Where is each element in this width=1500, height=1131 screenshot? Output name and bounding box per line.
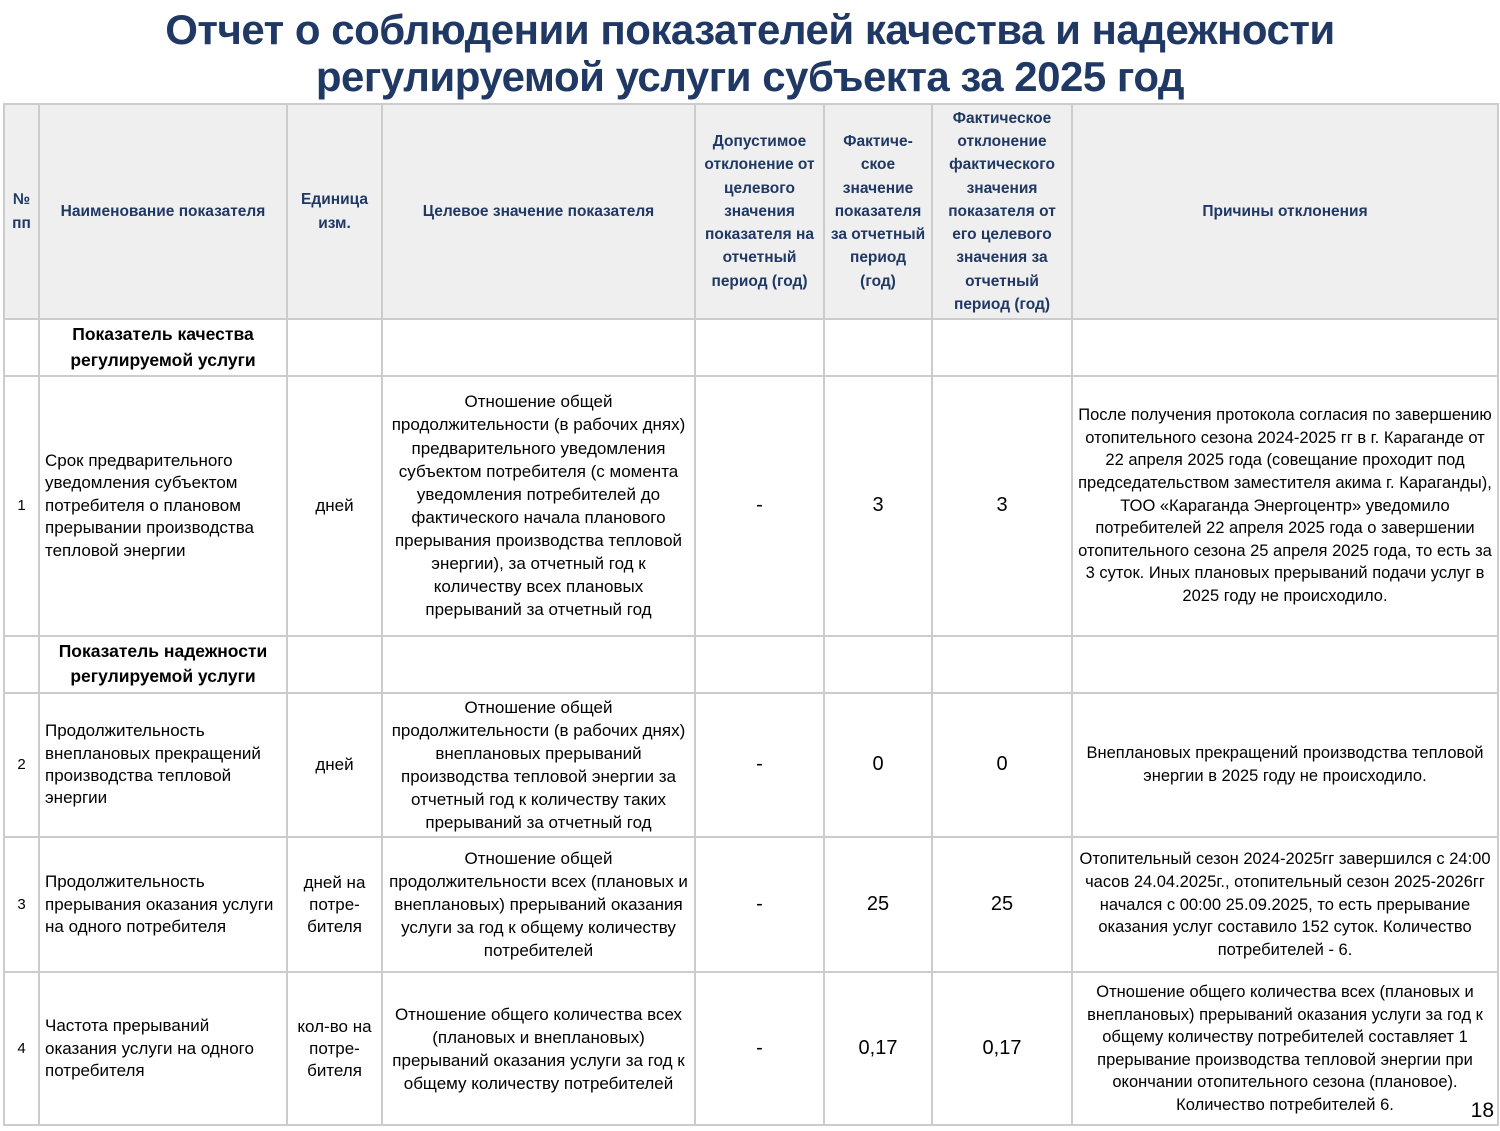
reasons-cell: После получения протокола согласия по завершению отопительного сезона 2024-2025 гг в г. Караганде от 22 апреля 2025 года (совещание проходит под председательством заместителя акима г. Караганды), ТОО «Караганда Энергоцентр» уведомило потребителей 22 апреля 2025 года о завершении отопительного сезона 25 апреля 2025 года, то есть за 3 суток. Иных плановых прерываний подачи услуг в 2025 году не происходило. [1072, 376, 1498, 636]
table-header-row [4, 104, 1498, 319]
table-header [4, 104, 1498, 319]
col-header-num: № пп [4, 104, 39, 319]
page-title-line-2: регулируемой услуги субъекта за 2025 год [315, 53, 1185, 101]
col-header-target: Целевое значение показателя [382, 104, 695, 319]
actual-value-cell: 25 [824, 837, 932, 972]
actual-deviation-cell: 0 [932, 693, 1072, 838]
page-title-line-1: Отчет о соблюдении показателей качества и надежности [165, 6, 1335, 53]
section-title: Показатель надежности регулируемой услуги [39, 636, 287, 693]
unit-cell: кол-во на потре-бителя [287, 972, 382, 1125]
num-cell: 1 [4, 376, 39, 636]
empty-cell [1072, 636, 1498, 693]
allowed-deviation-cell: - [695, 837, 824, 972]
col-header-reasons: Причины отклонения [1072, 104, 1498, 319]
empty-cell [824, 636, 932, 693]
num-cell: 2 [4, 693, 39, 838]
actual-value-cell: 0,17 [824, 972, 932, 1125]
section-title: Показатель качества регулируемой услуги [39, 319, 287, 376]
empty-cell [932, 319, 1072, 376]
empty-cell [4, 636, 39, 693]
target-cell: Отношение общей продолжительности (в рабочих днях) внеплановых прерываний производства тепловой энергии за отчетный год к количеству таких прерываний за отчетный год [382, 693, 695, 838]
col-header-allowed-deviation: Допустимое отклонение от целевого значения показателя на отчетный период (год) [695, 104, 824, 319]
name-cell: Частота прерываний оказания услуги на одного потребителя [39, 972, 287, 1125]
col-header-actual-value: Фактиче-ское значение показателя за отчетный период (год) [824, 104, 932, 319]
table-row [4, 972, 1498, 1125]
empty-cell [695, 636, 824, 693]
col-header-actual-deviation: Фактическое отклонение фактического значения показателя от его целевого значения за отчетный период (год) [932, 104, 1072, 319]
allowed-deviation-cell: - [695, 972, 824, 1125]
reasons-cell: Отопительный сезон 2024-2025гг завершился с 24:00 часов 24.04.2025г., отопительный сезон 2025-2026гг начался с 00:00 25.09.2025, то есть прерывание оказания услуг составило 152 суток. Количество потребителей - 6. [1072, 837, 1498, 972]
table-row [4, 693, 1498, 838]
unit-cell: дней [287, 693, 382, 838]
quality-indicators-table [3, 103, 1499, 1126]
name-cell: Продолжительность внеплановых прекращений производства тепловой энергии [39, 693, 287, 838]
page-title [0, 6, 1500, 101]
target-cell: Отношение общей продолжительности (в рабочих днях) предварительного уведомления субъектом потребителя (с момента уведомления потребителей до фактического начала планового прерывания производства тепловой энергии), за отчетный год к количеству всех плановых прерываний за отчетный год [382, 376, 695, 636]
name-cell: Срок предварительного уведомления субъектом потребителя о плановом прерывании производства тепловой энергии [39, 376, 287, 636]
unit-cell: дней на потре-бителя [287, 837, 382, 972]
target-cell: Отношение общего количества всех (плановых и внеплановых) прерываний оказания услуги за год к общему количеству потребителей [382, 972, 695, 1125]
empty-cell [695, 319, 824, 376]
section-row [4, 319, 1498, 376]
section-row [4, 636, 1498, 693]
table-row [4, 376, 1498, 636]
table-body [4, 319, 1498, 1125]
col-header-name: Наименование показателя [39, 104, 287, 319]
empty-cell [287, 319, 382, 376]
unit-cell: дней [287, 376, 382, 636]
allowed-deviation-cell: - [695, 693, 824, 838]
actual-value-cell: 0 [824, 693, 932, 838]
actual-value-cell: 3 [824, 376, 932, 636]
actual-deviation-cell: 25 [932, 837, 1072, 972]
table-row [4, 837, 1498, 972]
empty-cell [932, 636, 1072, 693]
page-number: 18 [1470, 1099, 1494, 1122]
col-header-unit: Единица изм. [287, 104, 382, 319]
reasons-cell: Внеплановых прекращений производства тепловой энергии в 2025 году не происходило. [1072, 693, 1498, 838]
empty-cell [4, 319, 39, 376]
empty-cell [382, 636, 695, 693]
actual-deviation-cell: 0,17 [932, 972, 1072, 1125]
allowed-deviation-cell: - [695, 376, 824, 636]
num-cell: 4 [4, 972, 39, 1125]
name-cell: Продолжительность прерывания оказания услуги на одного потребителя [39, 837, 287, 972]
target-cell: Отношение общей продолжительности всех (плановых и внеплановых) прерываний оказания услуги за год к общему количеству потребителей [382, 837, 695, 972]
empty-cell [824, 319, 932, 376]
empty-cell [287, 636, 382, 693]
reasons-cell: Отношение общего количества всех (плановых и внеплановых) прерываний оказания услуги за год к общему количеству потребителей составляет 1 прерывание производства тепловой энергии при окончании отопительного сезона (плановое). Количество потребителей 6. [1072, 972, 1498, 1125]
num-cell: 3 [4, 837, 39, 972]
actual-deviation-cell: 3 [932, 376, 1072, 636]
empty-cell [382, 319, 695, 376]
empty-cell [1072, 319, 1498, 376]
